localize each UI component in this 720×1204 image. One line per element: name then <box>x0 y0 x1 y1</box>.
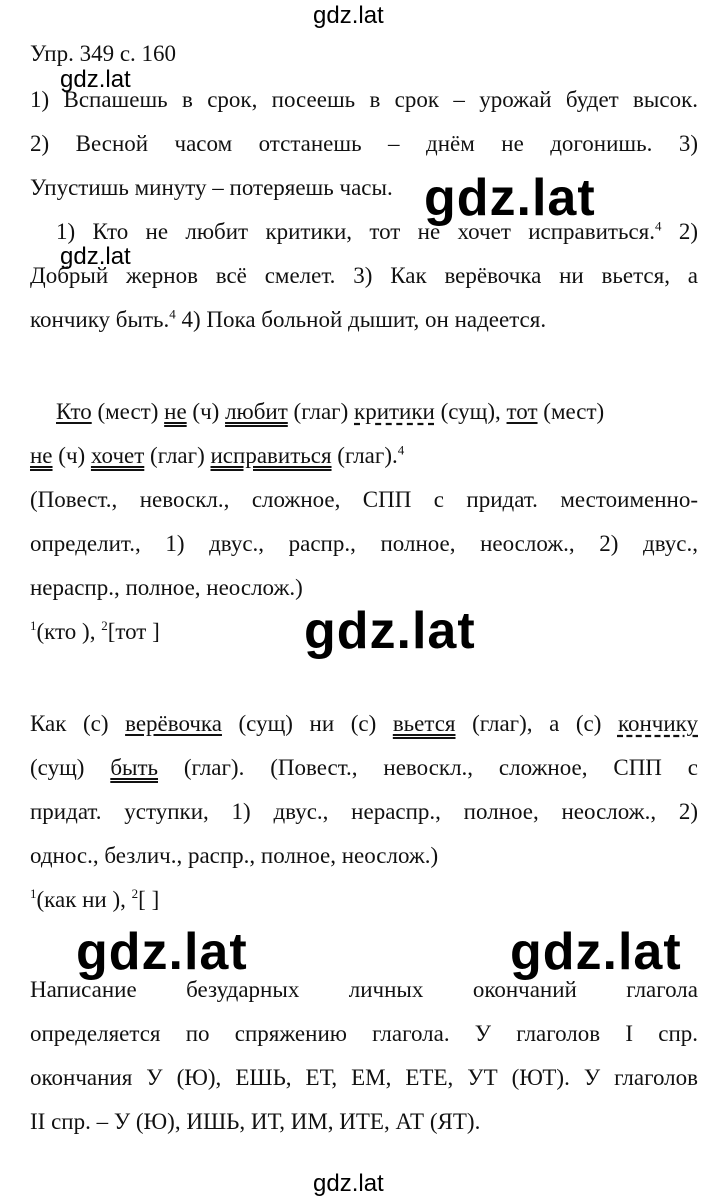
sayings-line-3 <box>30 306 546 334</box>
footnote-mark: 4 <box>655 218 662 234</box>
analysis-2-text: (глаг). (Повест., невоскл., сложное, СПП с <box>158 755 698 780</box>
analysis-2-text: (сущ) ни (с) <box>221 711 393 736</box>
footnote-mark: 4 <box>397 442 405 458</box>
word-predicate: вьется <box>392 711 456 736</box>
word-predicate: не <box>30 443 53 468</box>
footnote-mark: 4 <box>169 306 176 322</box>
analysis-1-desc-2: определит., 1) двус., распр., полное, неослож., 2) двус., <box>30 531 698 556</box>
scheme-index: 1 <box>30 886 37 901</box>
analysis-1-desc-1: (Повест., невоскл., сложное, СПП с придат. местоименно- <box>30 487 698 512</box>
word-object: кончику <box>617 711 699 736</box>
pos-tag: (ч) <box>52 443 91 468</box>
word-predicate: хочет <box>90 443 145 468</box>
rule-line-3: окончания У (Ю), ЕШЬ, ЕТ, ЕМ, ЕТЕ, УТ (ЮТ). У глаголов <box>30 1065 698 1090</box>
watermark-bottom: gdz.lat <box>313 1170 384 1197</box>
analysis-2-text: (глаг), а (с) <box>455 711 618 736</box>
sayings-line-2: Добрый жернов всё смелет. 3) Как верёвочка ни вьется, а <box>30 263 698 288</box>
pos-tag: (глаг) <box>287 399 355 424</box>
watermark-small-2: gdz.lat <box>60 243 131 270</box>
sayings-line-3-end: 4) Пока больной дышит, он надеется. <box>175 307 547 332</box>
rule-line-4: II спр. – У (Ю), ИШЬ, ИТ, ИМ, ИТЕ, АТ (ЯТ). <box>30 1109 481 1134</box>
sayings-line-1-text: 1) Кто не любит критики, тот не хочет исправиться. <box>56 219 655 244</box>
watermark-big-3: gdz.lat <box>76 923 248 981</box>
watermark-big-1: gdz.lat <box>424 169 596 227</box>
word-predicate: быть <box>110 755 159 780</box>
analysis-2-scheme <box>30 886 159 917</box>
scheme-index: 2 <box>101 618 108 633</box>
proverbs-line-1: 1) Вспашешь в срок, посеешь в срок – урожай будет высок. <box>30 87 698 112</box>
sayings-line-1-end: 2) <box>661 219 698 244</box>
word-object: критики <box>354 399 435 424</box>
analysis-2-text: Как (с) <box>30 711 126 736</box>
scheme-index: 1 <box>30 618 37 633</box>
pos-tag: (мест) <box>91 399 165 424</box>
analysis-1-line-2 <box>30 442 404 470</box>
watermark-big-4: gdz.lat <box>510 923 682 981</box>
scheme-part: [ ] <box>138 887 160 912</box>
exercise-header: Упр. 349 с. 160 <box>30 41 177 66</box>
watermark-big-2: gdz.lat <box>304 602 476 660</box>
analysis-1-desc-3: нераспр., полное, неослож.) <box>30 575 303 600</box>
scheme-part: (кто ), <box>36 619 102 644</box>
scheme-part: (как ни ), <box>36 887 132 912</box>
pos-tag: (сущ), <box>434 399 507 424</box>
rule-line-2: определяется по спряжению глагола. У глаголов I спр. <box>30 1021 698 1046</box>
analysis-2-line-2 <box>30 754 698 782</box>
pos-tag: (мест) <box>537 399 605 424</box>
sayings-line-1 <box>56 218 698 246</box>
analysis-1-scheme <box>30 618 160 649</box>
analysis-1-line-1 <box>56 398 604 426</box>
word-subject: Кто <box>56 399 92 424</box>
word-subject: тот <box>506 399 538 424</box>
analysis-2-line-3: придат. уступки, 1) двус., нераспр., полное, неослож., 2) <box>30 799 698 824</box>
word-predicate: не <box>164 399 187 424</box>
word-predicate: исправиться <box>210 443 332 468</box>
watermark-top: gdz.lat <box>313 2 384 29</box>
sayings-line-3-text: кончику быть. <box>30 307 170 332</box>
watermark-small-1: gdz.lat <box>60 66 131 93</box>
word-subject: верёвочка <box>125 711 222 736</box>
scheme-index: 2 <box>131 886 139 901</box>
proverbs-line-3: Упустишь минуту – потеряешь часы. <box>30 175 393 200</box>
analysis-2-line-1 <box>30 710 698 738</box>
analysis-2-line-4: однос., безлич., распр., полное, неослож.) <box>30 843 439 868</box>
word-predicate: любит <box>225 399 288 424</box>
pos-tag: (ч) <box>186 399 226 424</box>
pos-tag: (глаг). <box>331 443 398 468</box>
proverbs-line-2: 2) Весной часом отстанешь – днём не догонишь. 3) <box>30 131 698 156</box>
pos-tag: (глаг) <box>144 443 211 468</box>
analysis-2-text: (сущ) <box>30 755 111 780</box>
scheme-part: [тот ] <box>107 619 160 644</box>
rule-line-1: Написание безударных личных окончаний глагола <box>30 977 698 1002</box>
